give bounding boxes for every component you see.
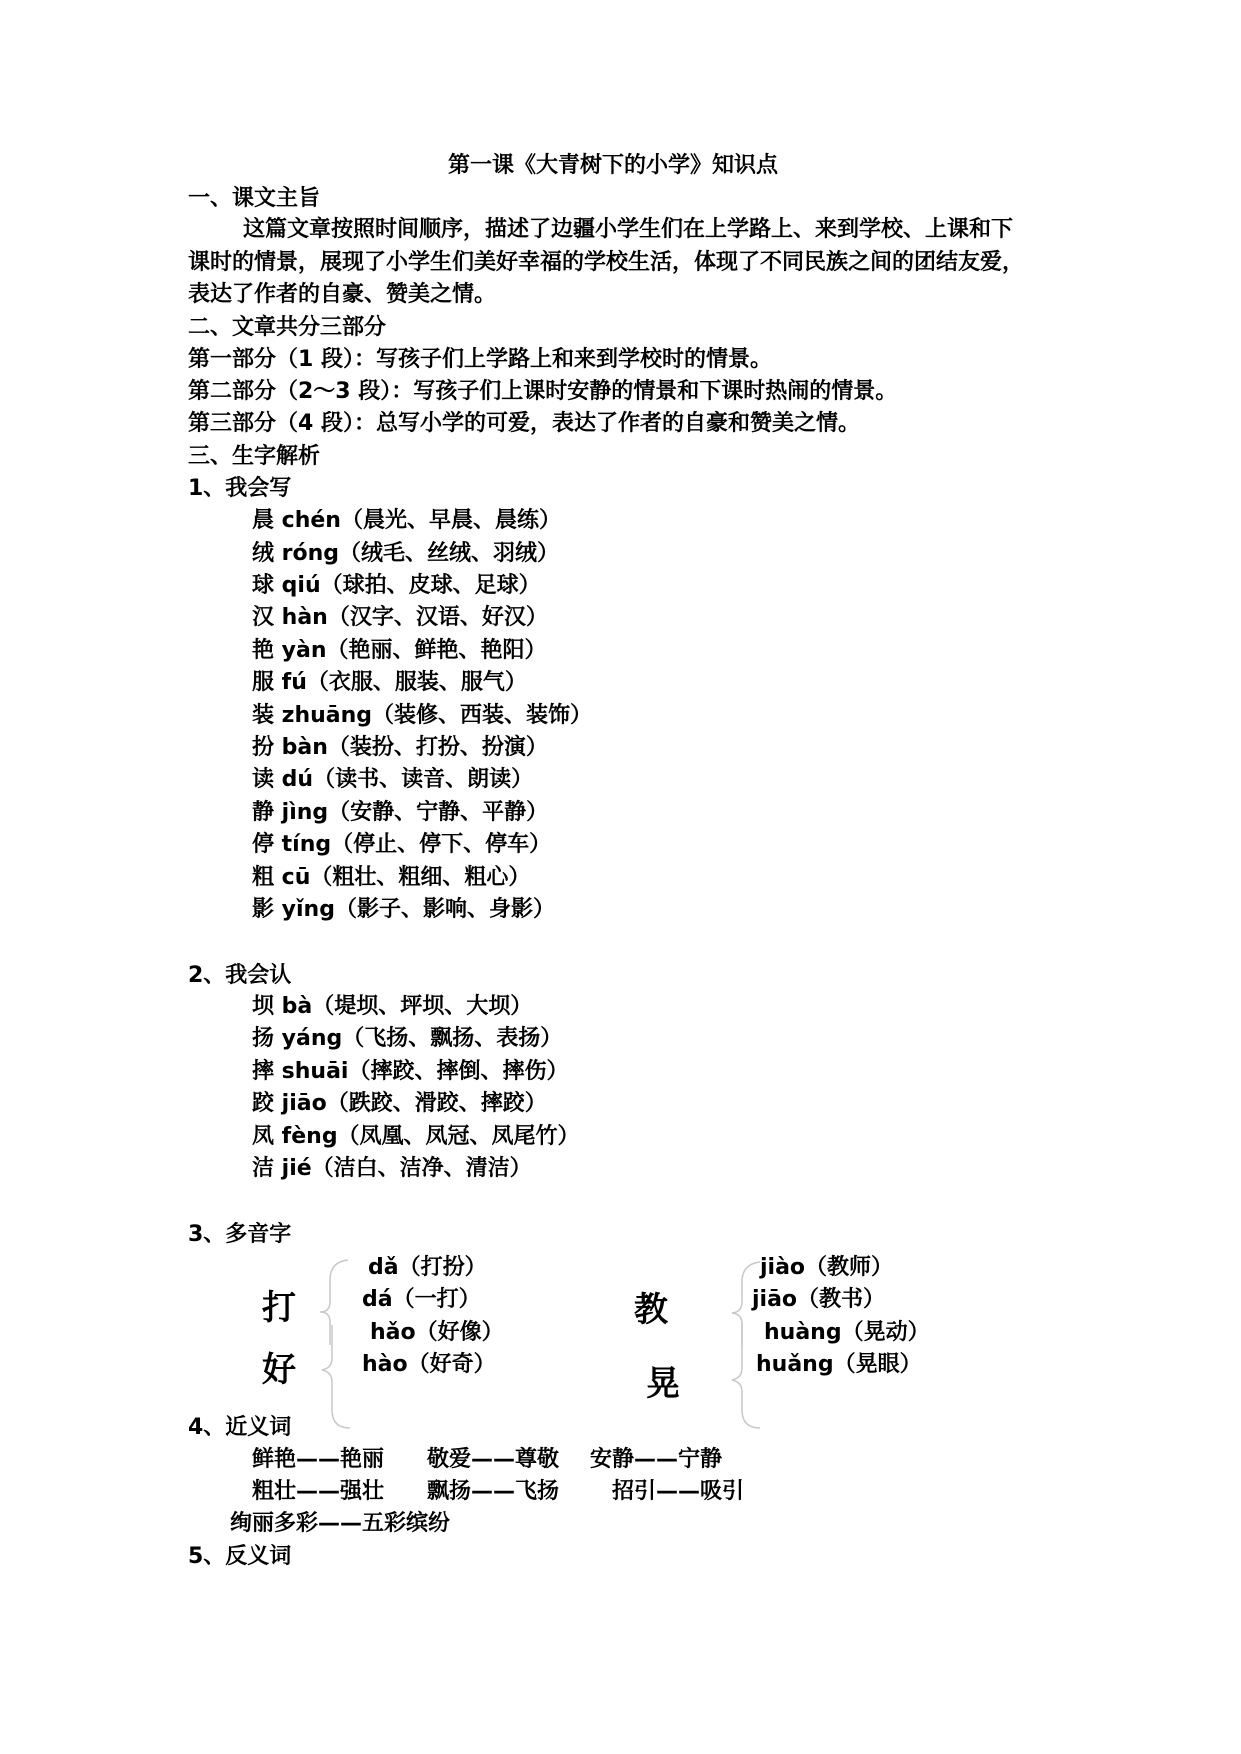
recognize-item: 跤 jiāo（跌跤、滑跤、摔跤） (252, 1091, 547, 1116)
section4-heading: 4、近义词 (188, 1415, 292, 1440)
write-item: 服 fú（衣服、服装、服气） (252, 670, 527, 695)
polyphonic-heading: 3、多音字 (188, 1222, 292, 1247)
section1-line: 课时的情景，展现了小学生们美好幸福的学校生活，体现了不同民族之间的团结友爱， (188, 250, 1025, 275)
synonym-pair: 绚丽多彩——五彩缤纷 (230, 1511, 451, 1536)
polyphonic-char: 好 (262, 1350, 296, 1390)
write-item: 晨 chén（晨光、早晨、晨练） (252, 508, 561, 533)
section3-heading: 三、生字解析 (188, 444, 321, 469)
write-item: 球 qiú（球拍、皮球、足球） (252, 573, 541, 598)
write-item: 绒 róng（绒毛、丝绒、羽绒） (252, 541, 560, 566)
synonym-pair: 粗壮——强壮 (252, 1479, 385, 1504)
polyphonic-reading: hào（好奇） (362, 1352, 496, 1377)
polyphonic-reading: dá（一打） (362, 1287, 481, 1312)
polyphonic-reading: dǎ（打扮） (368, 1255, 487, 1280)
write-item: 艳 yàn（艳丽、鲜艳、艳阳） (252, 638, 547, 663)
section5-heading: 5、反义词 (188, 1544, 292, 1569)
polyphonic-char: 打 (262, 1288, 296, 1328)
recognize-item: 凤 fèng（凤凰、凤冠、凤尾竹） (252, 1124, 580, 1149)
write-item: 装 zhuāng（装修、西装、装饰） (252, 703, 593, 728)
write-item: 扮 bàn（装扮、打扮、扮演） (252, 735, 548, 760)
write-item: 停 tíng（停止、停下、停车） (252, 832, 552, 857)
recognize-item: 摔 shuāi（摔跤、摔倒、摔伤） (252, 1059, 569, 1084)
polyphonic-reading: jiāo（教书） (752, 1287, 886, 1312)
polyphonic-reading: jiào（教师） (760, 1255, 894, 1280)
synonym-pair: 招引——吸引 (612, 1479, 745, 1504)
write-item: 汉 hàn（汉字、汉语、好汉） (252, 605, 548, 630)
synonym-pair: 鲜艳——艳丽 (252, 1447, 385, 1472)
section2-part: 第二部分（2～3 段）：写孩子们上课时安静的情景和下课时热闹的情景。 (188, 379, 898, 404)
polyphonic-reading: huǎng（晃眼） (756, 1352, 922, 1377)
write-item: 粗 cū（粗壮、粗细、粗心） (252, 865, 531, 890)
polyphonic-reading: huàng（晃动） (764, 1320, 930, 1345)
page-title: 第一课《大青树下的小学》知识点 (448, 153, 779, 178)
synonym-pair: 飘扬——飞扬 (427, 1479, 560, 1504)
recognize-item: 洁 jié（洁白、洁净、清洁） (252, 1156, 532, 1181)
section1-line: 这篇文章按照时间顺序，描述了边疆小学生们在上学路上、来到学校、上课和下 (243, 217, 1014, 242)
section1-heading: 一、课文主旨 (188, 186, 321, 211)
section2-heading: 二、文章共分三部分 (188, 315, 387, 340)
write-item: 读 dú（读书、读音、朗读） (252, 767, 534, 792)
section1-line: 表达了作者的自豪、赞美之情。 (188, 282, 497, 307)
write-heading: 1、我会写 (188, 476, 292, 501)
polyphonic-char: 晃 (646, 1364, 680, 1404)
synonym-pair: 敬爱——尊敬 (427, 1447, 560, 1472)
recognize-item: 扬 yáng（飞扬、飘扬、表扬） (252, 1026, 563, 1051)
polyphonic-reading: hǎo（好像） (370, 1320, 504, 1345)
section2-part: 第三部分（4 段）：总写小学的可爱，表达了作者的自豪和赞美之情。 (188, 411, 860, 436)
write-item: 静 jìng（安静、宁静、平静） (252, 800, 549, 825)
recognize-item: 坝 bà（堤坝、坪坝、大坝） (252, 994, 533, 1019)
write-item: 影 yǐng（影子、影响、身影） (252, 897, 555, 922)
recognize-heading: 2、我会认 (188, 963, 292, 988)
polyphonic-char: 教 (634, 1290, 668, 1330)
synonym-pair: 安静——宁静 (590, 1447, 723, 1472)
section2-part: 第一部分（1 段）：写孩子们上学路上和来到学校时的情景。 (188, 347, 772, 372)
